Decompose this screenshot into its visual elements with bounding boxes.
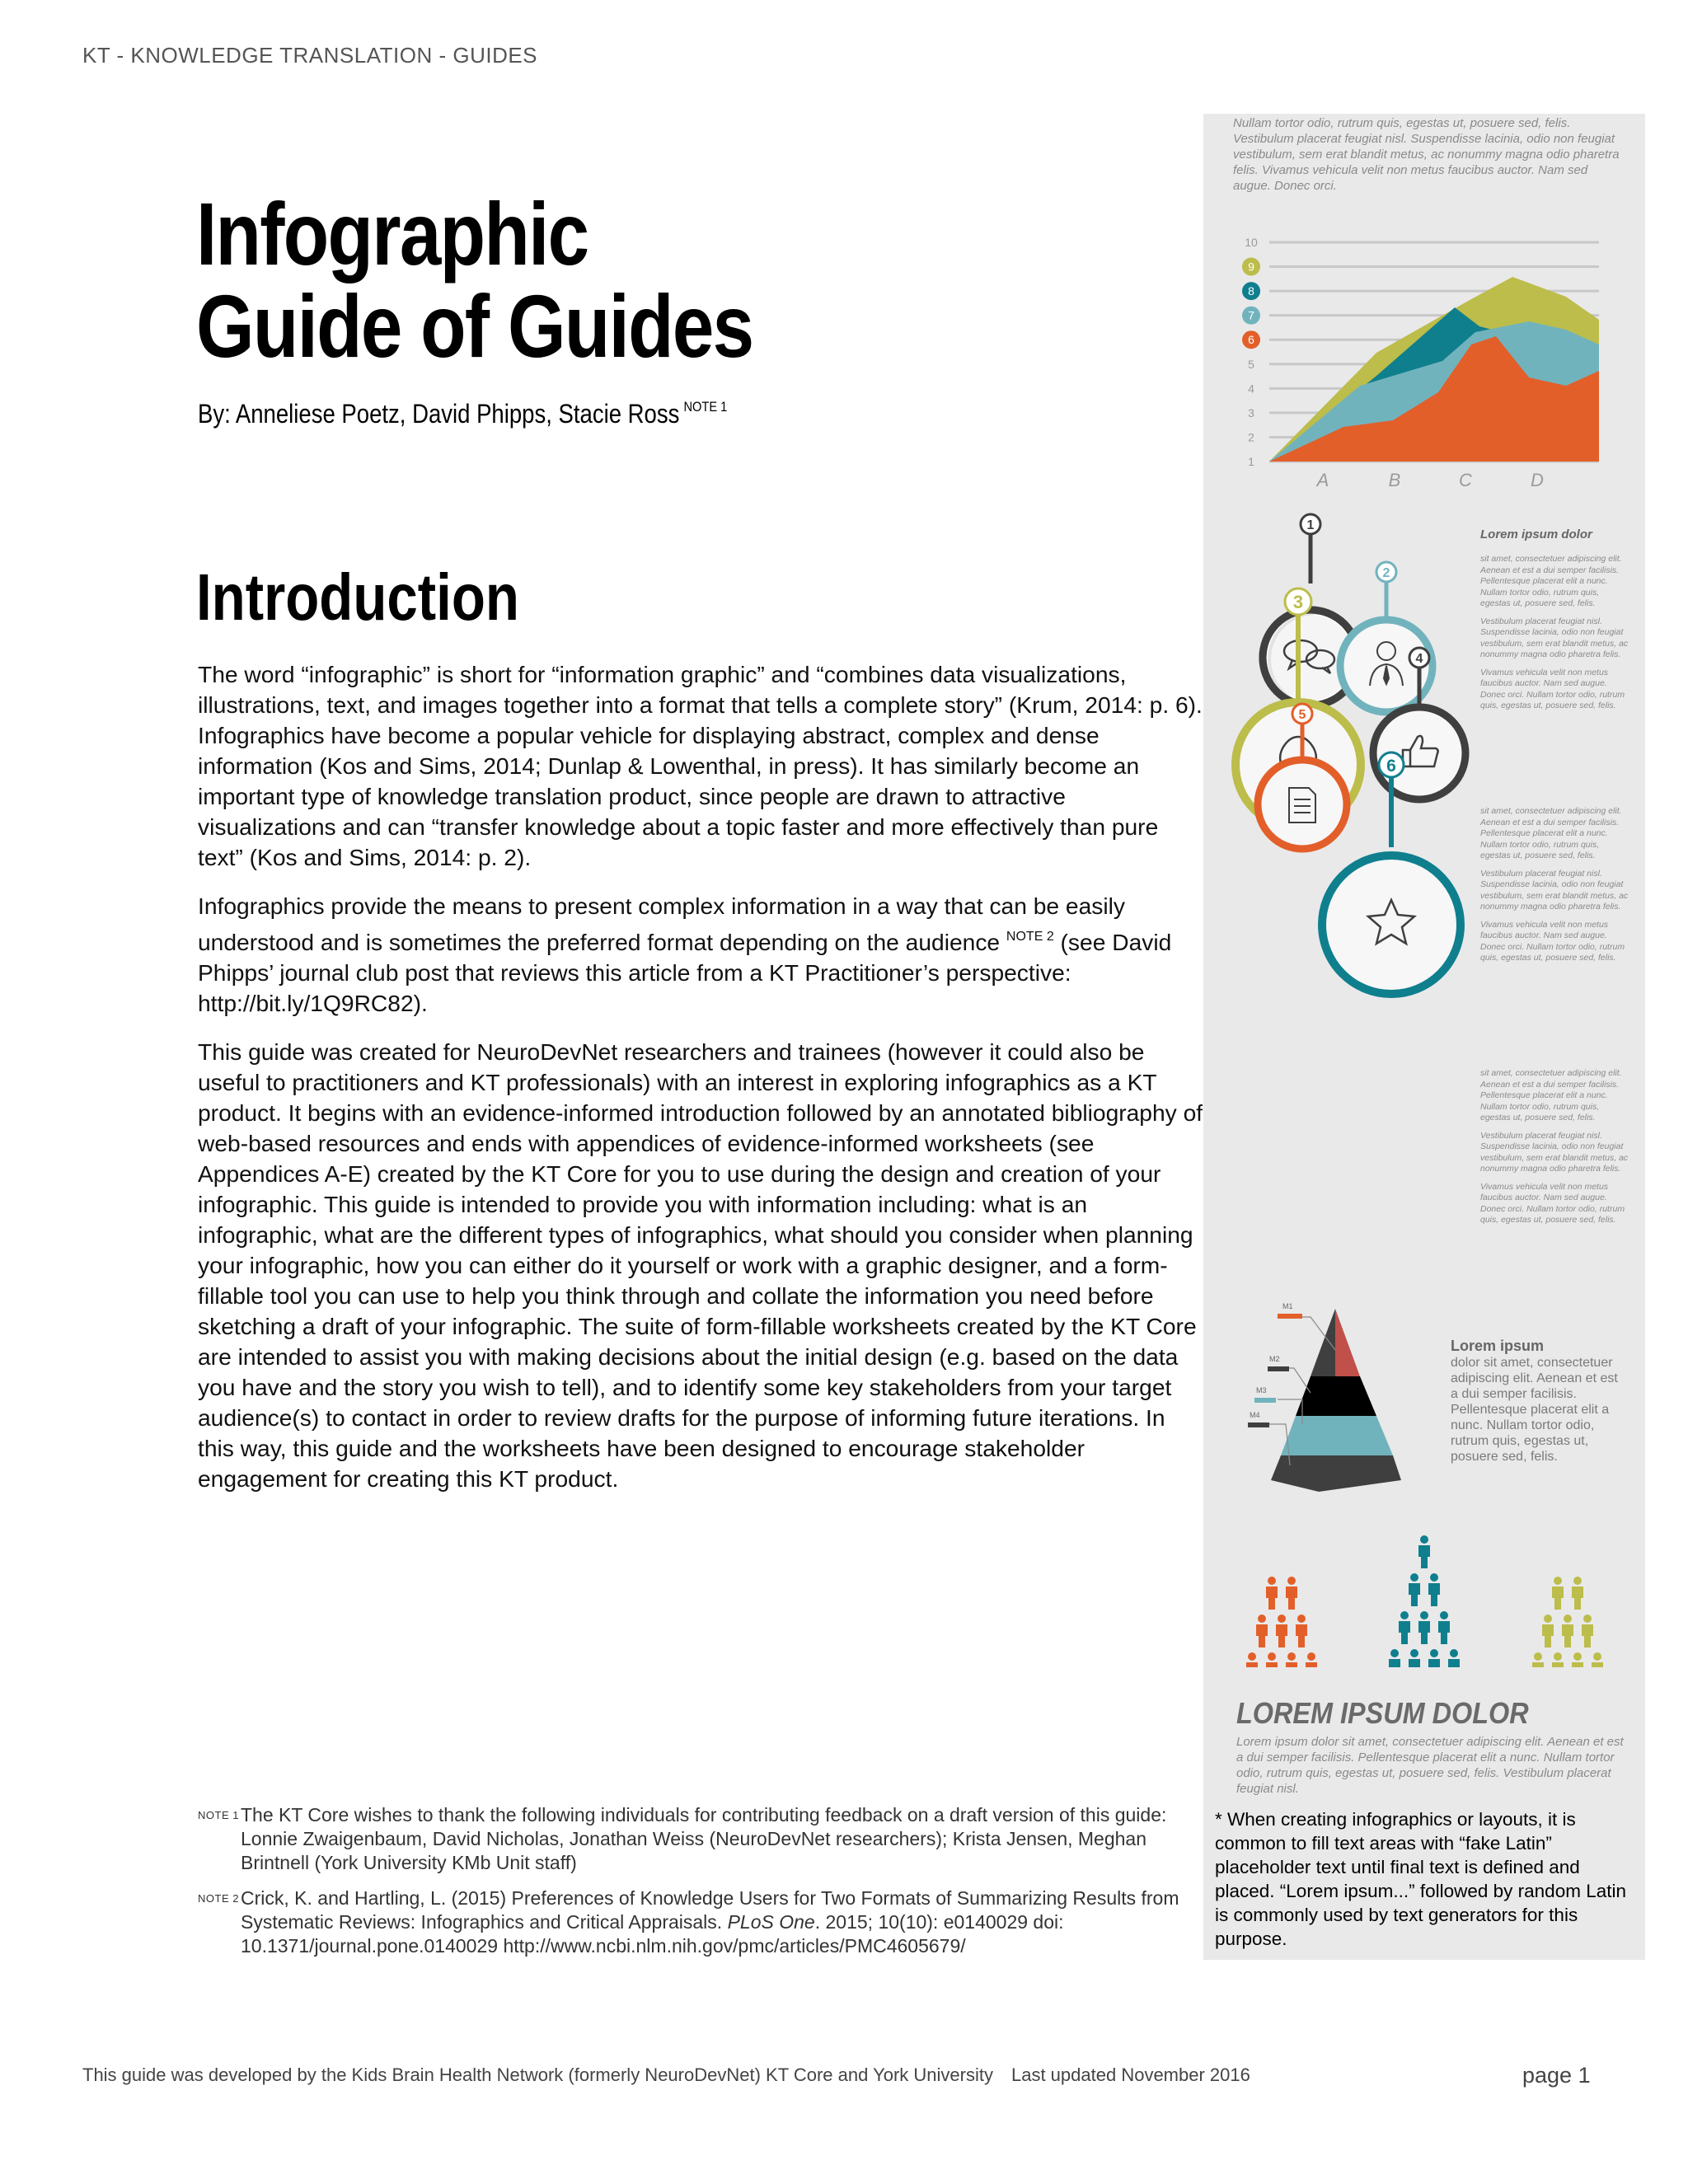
footnotes bbox=[198, 1803, 1203, 1970]
pyramid-layer-3 bbox=[1281, 1416, 1393, 1455]
intro-paragraph-2 bbox=[198, 891, 1207, 1019]
pyramid-label-m1: M1 bbox=[1282, 1302, 1293, 1310]
pyramid-text-heading: Lorem ipsum bbox=[1451, 1338, 1545, 1354]
step-6-number: 6 bbox=[1386, 757, 1396, 776]
footnote-2-text-b: . 2015; 10(10): e0140029 doi: 10.1371/journal.pone.0140029 http://www.ncbi.nlm.nih.gov/pmc/articles/PMC4605679/ bbox=[241, 1911, 1064, 1957]
person-figure-icon bbox=[1428, 1573, 1440, 1606]
pyramid-layer-top-left bbox=[1311, 1309, 1335, 1376]
person-figure-icon bbox=[1399, 1611, 1410, 1644]
pyramid-text-body: dolor sit amet, consectetuer adipiscing elit. Aenean et est a dui semper facilisis. Pellentesque placerat elit a nunc. Nullam tortor odio, rutrum quis, egestas ut, posuere sed, felis. bbox=[1451, 1356, 1618, 1464]
callout-1-p3: Vivamus vehicula velit non metus faucibus auctor. Nam sed augue. Donec orci. Nullam tortor odio, rutrum quis, egestas ut, posuere sed, felis. bbox=[1480, 667, 1625, 710]
callout-2-p1: sit amet, consectetuer adipiscing elit. Aenean et est a dui semper facilisis. Pellentesque placerat elit a nunc. Nullam tortor odio, rutrum quis, egestas ut, posuere sed, felis. bbox=[1480, 806, 1622, 860]
footer-developed-by: This guide was developed by the Kids Brain Health Network (formerly NeuroDevNet) KT Core and York University bbox=[82, 2064, 993, 2085]
callout-3-p1: sit amet, consectetuer adipiscing elit. Aenean et est a dui semper facilisis. Pellentesque placerat elit a nunc. Nullam tortor odio, rutrum quis, egestas ut, posuere sed, felis. bbox=[1480, 1068, 1622, 1122]
title-line-1: Infographic bbox=[196, 184, 588, 284]
footnote-2-text-a: Crick, K. and Hartling, L. (2015) Preferences of Knowledge Users for Two Formats of Summarizing Results from Systematic Reviews: Infographics and Critical Appraisals. bbox=[241, 1887, 1179, 1933]
person-figure-icon bbox=[1276, 1615, 1287, 1647]
sidebar-top-text: Nullam tortor odio, rutrum quis, egestas ut, posuere sed, felis. Vestibulum placerat feugiat nisl. Suspendisse lacinia, odio non feugiat vestibulum, sem erat blandit metus, ac nonummy magna odio pharetra felis. Vivamus vehicula velit non metus faucibus auctor. Nam sed augue. Donec orci. bbox=[1233, 116, 1620, 193]
sidebar-infographic bbox=[1203, 114, 1645, 1960]
y-tick-label: 2 bbox=[1248, 430, 1254, 444]
step-4-number: 4 bbox=[1415, 652, 1423, 666]
person-figure-icon bbox=[1418, 1611, 1430, 1644]
footnote-2-tag: NOTE 2 bbox=[198, 1892, 239, 1905]
person-figure-icon bbox=[1562, 1615, 1573, 1647]
footnote-1 bbox=[198, 1803, 1203, 1875]
person-figure-icon bbox=[1286, 1577, 1297, 1610]
pyramid-layer-4 bbox=[1271, 1455, 1401, 1492]
person-figure-icon bbox=[1306, 1652, 1317, 1667]
step-1-number: 1 bbox=[1306, 518, 1315, 532]
person-figure-icon bbox=[1552, 1577, 1564, 1610]
y-tick-label: 6 bbox=[1248, 333, 1254, 347]
person-figure-icon bbox=[1286, 1652, 1297, 1667]
intro-paragraph-1: The word “infographic” is short for “information graphic” and “combines data visualizations, illustrations, text, and images together into a format that tells a complete story” (Krum, 2014: p. 6). Infographics have become a popular vehicle for displaying abstract, complex and dense information (Kos and Sims, 2014; Dunlap & Lowenthal, in press). It has similarly become an important type of knowledge translation product, since people are drawn to attractive visualizations and can “transfer knowledge about a topic faster and more effectively than pure text” (Kos and Sims, 2014: p. 2). bbox=[198, 661, 1203, 870]
person-figure-icon bbox=[1256, 1615, 1268, 1647]
person-figure-icon bbox=[1532, 1652, 1544, 1667]
byline-note-ref: NOTE 1 bbox=[683, 399, 728, 415]
y-tick-label: 9 bbox=[1248, 260, 1254, 274]
intro-paragraph-2-b: (see David Phipps’ journal club post that reviews this article from a KT Practitioner’s perspective: http://bit.ly/1Q9RC82). bbox=[198, 929, 1172, 1016]
step-2-number: 2 bbox=[1382, 566, 1390, 580]
callout-3-p2: Vestibulum placerat feugiat nisl. Suspendisse lacinia, odio non feugiat vestibulum, sem erat blandit metus, ac nonummy magna odio pharetra felis. bbox=[1480, 1130, 1629, 1174]
person-figure-icon bbox=[1572, 1577, 1583, 1610]
pyramid-layer-top-right bbox=[1335, 1309, 1360, 1376]
person-figure-icon bbox=[1448, 1649, 1460, 1667]
intro-paragraph-2-a: Infographics provide the means to present complex information in a way that can be easily understood and is sometimes the preferred format depending on the audience bbox=[198, 893, 1125, 955]
y-tick-label: 3 bbox=[1248, 405, 1254, 419]
y-tick-label: 1 bbox=[1248, 455, 1254, 468]
callout-2-p2: Vestibulum placerat feugiat nisl. Suspendisse lacinia, odio non feugiat vestibulum, sem erat blandit metus, ac nonummy magna odio pharetra felis. bbox=[1480, 868, 1629, 912]
note-2-ref: NOTE 2 bbox=[1006, 930, 1054, 944]
people-pyramids-graphic bbox=[1203, 1519, 1645, 1667]
footnote-2 bbox=[198, 1886, 1203, 1958]
y-tick-label: 5 bbox=[1248, 357, 1254, 371]
callout-3-p3: Vivamus vehicula velit non metus faucibus auctor. Nam sed augue. Donec orci. Nullam tortor odio, rutrum quis, egestas ut, posuere sed, felis. bbox=[1480, 1181, 1625, 1225]
pyramid-text bbox=[1451, 1338, 1624, 1465]
person-figure-icon bbox=[1438, 1611, 1450, 1644]
lorem-heading: LOREM IPSUM DOLOR bbox=[1236, 1696, 1529, 1730]
person-figure-icon bbox=[1428, 1649, 1440, 1667]
area-chart bbox=[1203, 114, 1645, 509]
callout-1-p2: Vestibulum placerat feugiat nisl. Suspendisse lacinia, odio non feugiat vestibulum, sem erat blandit metus, ac nonummy magna odio pharetra felis. bbox=[1480, 616, 1629, 659]
pyramid-label-m2: M2 bbox=[1269, 1355, 1280, 1363]
x-tick-label: B bbox=[1388, 470, 1401, 490]
y-tick-label: 7 bbox=[1248, 308, 1254, 322]
y-tick-label: 10 bbox=[1245, 236, 1258, 249]
chart-x-ticks bbox=[1315, 470, 1544, 490]
title-line-2: Guide of Guides bbox=[196, 276, 753, 376]
person-figure-icon bbox=[1409, 1649, 1420, 1667]
footnote-2-journal: PLoS One bbox=[727, 1911, 815, 1933]
lorem-text: Lorem ipsum dolor sit amet, consectetuer adipiscing elit. Aenean et est a dui semper facilisis. Pellentesque placerat elit a nunc. Nullam tortor odio, rutrum quis, egestas ut, posuere sed, felis. Vestibulum placerat feugiat nisl. bbox=[1236, 1735, 1624, 1796]
page-footer bbox=[82, 2064, 1250, 2086]
person-figure-icon bbox=[1592, 1652, 1603, 1667]
person-figure-icon bbox=[1296, 1615, 1307, 1647]
page-title bbox=[196, 184, 819, 376]
placeholder-text-note: * When creating infographics or layouts, it is common to fill text areas with “fake Latin” placeholder text until final text is defined and placed. “Lorem ipsum...” followed by random Latin is commonly used by text generators for this purpose. bbox=[1215, 1809, 1626, 1949]
page-number: page 1 bbox=[1522, 2063, 1591, 2088]
person-figure-icon bbox=[1246, 1652, 1258, 1667]
running-header: KT - KNOWLEDGE TRANSLATION - GUIDES bbox=[82, 43, 538, 68]
person-figure-icon bbox=[1409, 1573, 1420, 1606]
footnote-1-tag: NOTE 1 bbox=[198, 1809, 239, 1821]
x-tick-label: A bbox=[1316, 470, 1329, 490]
person-figure-icon bbox=[1572, 1652, 1583, 1667]
callout-1-p1: sit amet, consectetuer adipiscing elit. Aenean et est a dui semper facilisis. Pellentesque placerat elit a nunc. Nullam tortor odio, rutrum quis, egestas ut, posuere sed, felis. bbox=[1480, 554, 1622, 608]
person-figure-icon bbox=[1389, 1649, 1400, 1667]
person-figure-icon bbox=[1266, 1577, 1278, 1610]
pyramid-graphic bbox=[1203, 1301, 1451, 1515]
callout-1-heading: Lorem ipsum dolor bbox=[1480, 527, 1592, 541]
y-tick-label: 8 bbox=[1248, 284, 1254, 298]
introduction-body bbox=[198, 659, 1207, 1512]
step-5-number: 5 bbox=[1298, 708, 1306, 722]
x-tick-label: C bbox=[1459, 470, 1472, 490]
person-figure-icon bbox=[1266, 1652, 1278, 1667]
footnote-1-text: The KT Core wishes to thank the following individuals for contributing feedback on a draft version of this guide: Lonnie Zwaigenbaum, David Nicholas, Jonathan Weiss (NeuroDevNet researchers); Krista Jensen, Meghan Brintnell (York University KMb Unit staff) bbox=[241, 1804, 1167, 1873]
person-figure-icon bbox=[1418, 1535, 1430, 1568]
callout-2-p3: Vivamus vehicula velit non metus faucibus auctor. Nam sed augue. Donec orci. Nullam tortor odio, rutrum quis, egestas ut, posuere sed, felis. bbox=[1480, 919, 1625, 963]
person-figure-icon bbox=[1552, 1652, 1564, 1667]
person-figure-icon bbox=[1582, 1615, 1593, 1647]
callout-2 bbox=[1480, 806, 1629, 971]
x-tick-label: D bbox=[1531, 470, 1544, 490]
byline bbox=[198, 399, 727, 429]
step-3-number: 3 bbox=[1292, 592, 1304, 612]
footer-last-updated: Last updated November 2016 bbox=[1010, 2064, 1250, 2085]
intro-paragraph-3: This guide was created for NeuroDevNet researchers and trainees (however it could also be useful to practitioners and KT professionals) with an interest in exploring infographics as a KT product. It begins with an evidence-informed introduction followed by an annotated bibliography of web-based resources and ends with appendices of evidence-informed worksheets (see Appendices A-E) created by the KT Core for you to use during the design and creation of your infographic. This guide is intended to provide you with information including: what is an infographic, what are the different types of infographics, what should you consider when planning your infographic, how you can either do it yourself or work with a graphic designer, and a form-fillable tool you can use to help you think through and collate the information you need before sketching a draft of your infographic. The suite of form-fillable worksheets created by the KT Core are intended to assist you with making decisions about the initial design (e.g. based on the data you have and the story you wish to tell), and to identify some key stakeholders from your target audience(s) to contact in order to review drafts for the purpose of informing future iterations. In this way, this guide and the worksheets have been designed to encourage stakeholder engagement for creating this KT product. bbox=[198, 1038, 1203, 1492]
byline-authors: By: Anneliese Poetz, David Phipps, Stacie Ross bbox=[198, 399, 680, 429]
y-tick-label: 4 bbox=[1248, 382, 1254, 396]
callout-3 bbox=[1480, 1068, 1629, 1233]
pyramid-label-m3: M3 bbox=[1256, 1386, 1267, 1394]
chart-y-ticks bbox=[1242, 236, 1260, 468]
pyramid-layer-2 bbox=[1296, 1376, 1376, 1416]
pyramid-label-m4: M4 bbox=[1250, 1411, 1260, 1419]
introduction-heading: Introduction bbox=[196, 560, 519, 634]
person-figure-icon bbox=[1542, 1615, 1554, 1647]
callout-1 bbox=[1480, 554, 1629, 719]
